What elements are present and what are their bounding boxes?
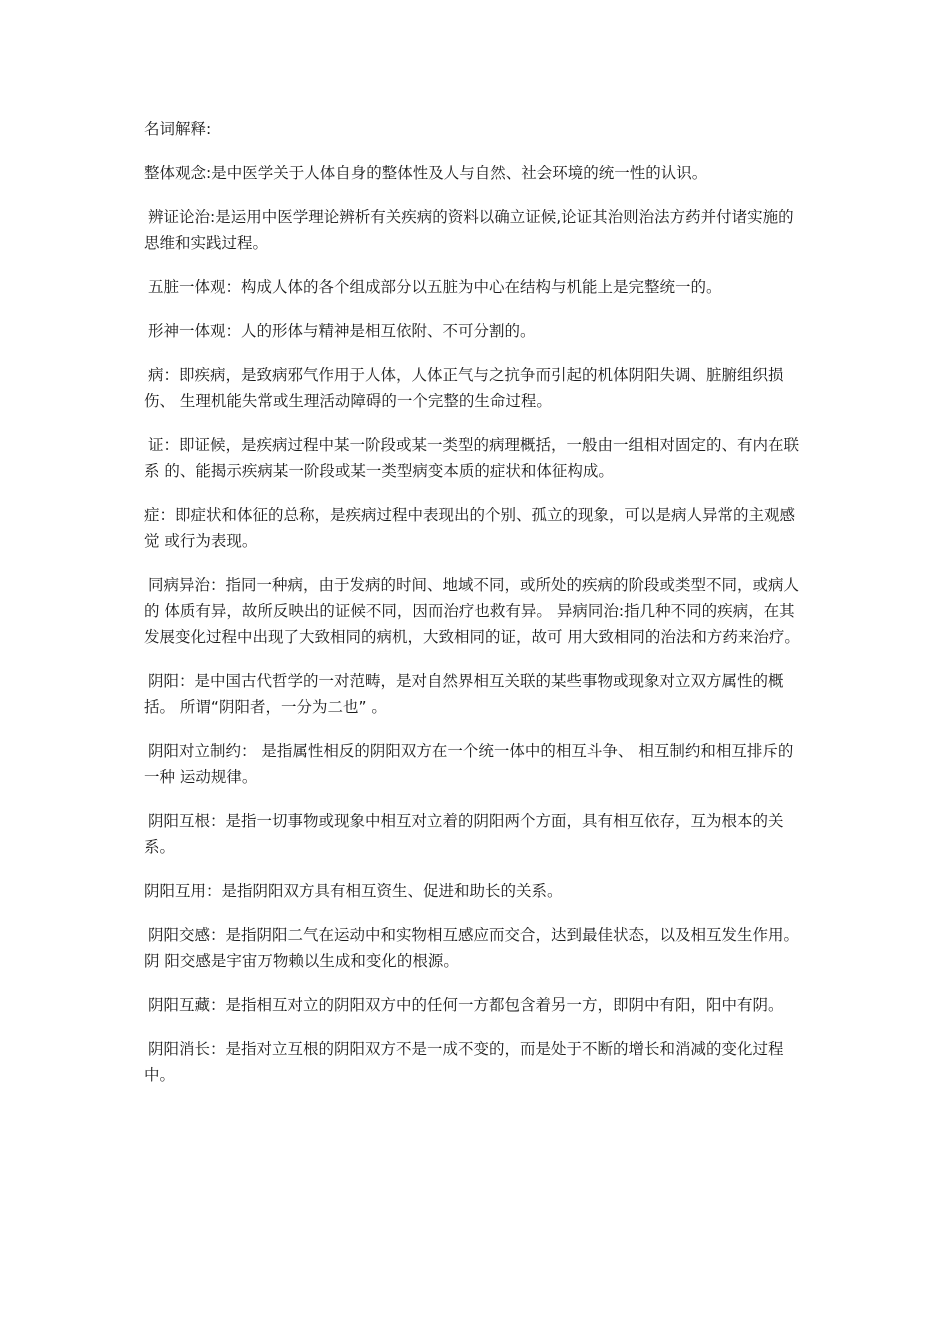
term-entry-syndrome: 证：即证候，是疾病过程中某一阶段或某一类型的病理概括，一般由一组相对固定的、有内在联系 的、能揭示疾病某一阶段或某一类型病变本质的症状和体征构成。 (144, 436, 800, 480)
term-entry-body-spirit-unity: 形神一体观：人的形体与精神是相互依附、不可分割的。 (148, 322, 536, 340)
document-page (144, 116, 808, 1106)
term-entry-yin-yang-mutual-use: 阴阳互用：是指阴阳双方具有相互资生、促进和助长的关系。 (144, 882, 563, 900)
term-entry-yin-yang-mutual-containment: 阴阳互藏：是指相互对立的阴阳双方中的任何一方都包含着另一方，即阴中有阳，阳中有阴。 (148, 996, 784, 1014)
term-entry-holistic-concept: 整体观念:是中医学关于人体自身的整体性及人与自然、社会环境的统一性的认识。 (144, 164, 708, 182)
document-heading: 名词解释: (144, 120, 212, 138)
term-entry-same-disease-different-treatment: 同病异治：指同一种病，由于发病的时间、地域不同，或所处的疾病的阶段或类型不同，或病人的 体质有异，故所反映出的证候不同，因而治疗也救有异。 异病同治:指几种不同的疾病，在其发展变化过程中出现了大致相同的病机，大致相同的证，故可 用大致相同的治法和方药来治疗。 (144, 576, 800, 646)
term-entry-yin-yang-opposition: 阴阳对立制约： 是指属性相反的阴阳双方在一个统一体中的相互斗争、 相互制约和相互排斥的一种 运动规律。 (144, 742, 794, 786)
term-entry-symptom: 症：即症状和体征的总称，是疾病过程中表现出的个别、孤立的现象，可以是病人异常的主观感觉 或行为表现。 (144, 506, 796, 550)
term-entry-disease: 病：即疾病，是致病邪气作用于人体，人体正气与之抗争而引起的机体阴阳失调、脏腑组织损伤、 生理机能失常或生理活动障碍的一个完整的生命过程。 (144, 366, 784, 410)
term-entry-five-zang-unity: 五脏一体观：构成人体的各个组成部分以五脏为中心在结构与机能上是完整统一的。 (148, 278, 722, 296)
term-entry-yin-yang-waxing-waning: 阴阳消长：是指对立互根的阴阳双方不是一成不变的，而是处于不断的增长和消减的变化过程中。 (144, 1040, 784, 1084)
term-entry-syndrome-differentiation: 辨证论治:是运用中医学理论辨析有关疾病的资料以确立证候,论证其治则治法方药并付诸实施的 思维和实践过程。 (144, 208, 794, 252)
term-entry-yin-yang-interaction: 阴阳交感：是指阴阳二气在运动中和实物相互感应而交合，达到最佳状态，以及相互发生作用。阴 阳交感是宇宙万物赖以生成和变化的根源。 (144, 926, 800, 970)
term-entry-yin-yang: 阴阳：是中国古代哲学的一对范畴，是对自然界相互关联的某些事物或现象对立双方属性的概括。 所谓“阴阳者，一分为二也” 。 (144, 672, 784, 716)
term-entry-yin-yang-interdependence: 阴阳互根：是指一切事物或现象中相互对立着的阴阳两个方面，具有相互依存，互为根本的关系。 (144, 812, 784, 856)
